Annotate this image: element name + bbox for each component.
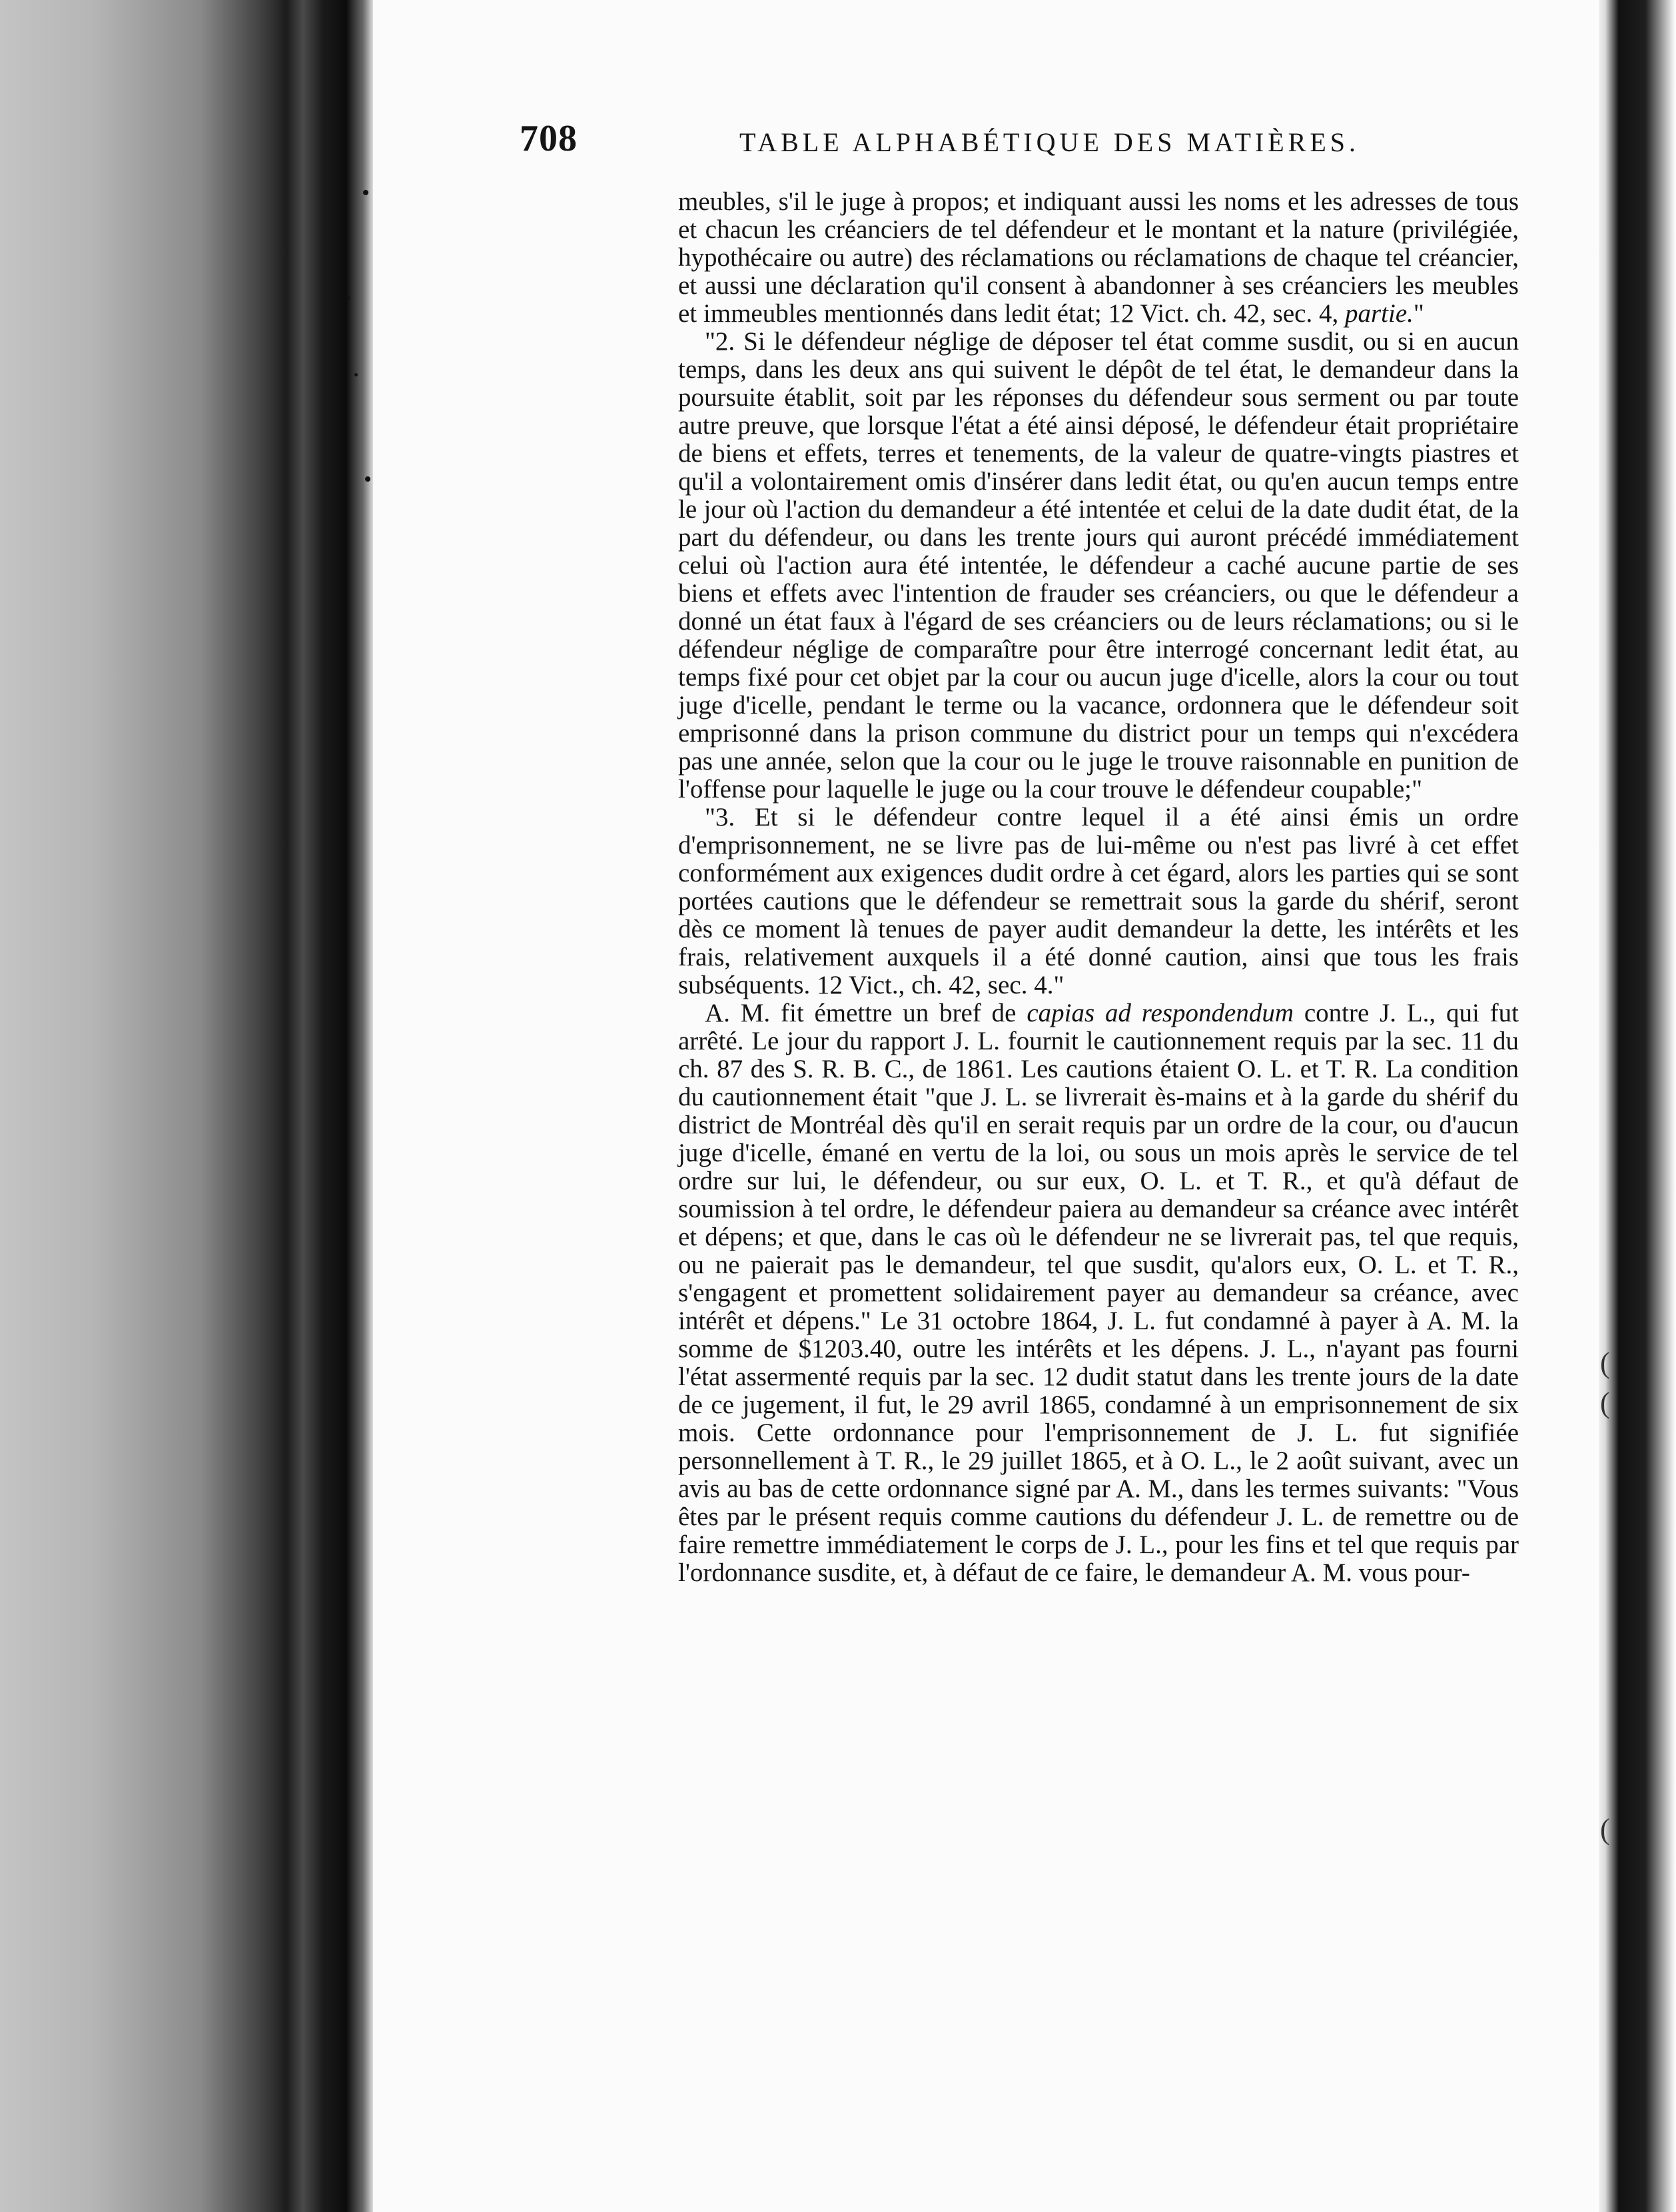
running-title: TABLE ALPHABÉTIQUE DES MATIÈRES. [739,127,1360,157]
paragraph-text: contre J. L., qui fut arrêté. Le jour du rapport J. L. fournit le cautionnement requis par la sec. 11 du ch. 87 des S. R. B. C., de 1861. Les cautions étaient O. L. et T. R. La condition du cautionnement était "que J. L. se livrerait ès-mains et à la garde du shérif du district de Montréal dès qu'il en serait requis par un ordre de la cour, ou d'aucun juge d'icelle, émané en vertu de la loi, ou sous un mois après le service de tel ordre sur lui, le défendeur, ou sur eux, O. L. et T. R., et qu'à défaut de soumission à tel ordre, le défendeur paiera au demandeur sa créance avec intérêt et dépens; et que, dans le cas où le défendeur ne se livrerait pas, tel que requis, ou ne paierait pas le demandeur, tel que susdit, qu'alors eux, O. L. et T. R., s'engagent et promettent solidairement payer au demandeur sa créance, avec intérêt et dépens." Le 31 octobre 1864, J. L. fut condamné à payer à A. M. la somme de $1203.40, outre les intérêts et les dépens. J. L., n'ayant pas fourni l'état assermenté requis par la sec. 12 dudit statut dans les trente jours de la date de ce jugement, il fut, le 29 avril 1865, condamné à un emprisonnement de six mois. Cette ordonnance pour l'emprisonnement de J. L. fut signifiée personnellement à T. R., le 29 juillet 1865, et à O. L., le 2 août suivant, avec un avis au bas de cette ordonnance signé par A. M., dans les termes suivants: "Vous êtes par le présent requis comme cautions du défendeur J. L. de remettre ou de faire remettre immédiatement le corps de J. L., pour les fins et tel que requis par l'ordonnance susdite, et, à défaut de ce faire, le demandeur A. M. vous pour- [678,999,1519,1587]
italic-term: capias ad respondendum [1027,999,1294,1027]
paragraph-text: meubles, s'il le juge à propos; et indiquant aussi les noms et les adresses de tous et chacun les créanciers de tel défendeur et le montant et la nature (privilégiée, hypothécaire ou autre) des réclamations ou réclamations de chaque tel créancier, et aussi une déclaration qu'il consent à abandonner à ses créanciers les meubles et immeubles mentionnés dans ledit état; 12 Vict. ch. 42, sec. 4, [678,187,1519,328]
ink-speck [365,476,370,482]
facing-page-edge [1599,0,1676,2212]
ink-speck [354,373,358,376]
body-text [678,188,1519,1587]
paragraph-continuation [678,188,1519,328]
paragraph-section-2: "2. Si le défendeur néglige de déposer tel état comme susdit, ou si en aucun temps, dans les deux ans qui suivent le dépôt de tel état, le demandeur dans la poursuite établit, soit par les réponses du défendeur sous serment ou par toute autre preuve, que lorsque l'état a été ainsi déposé, le défendeur était propriétaire de biens et effets, terres et tenements, de la valeur de quatre-vingts piastres et qu'il a volontairement omis d'insérer dans ledit état, ou qu'en aucun temps entre le jour où l'action du demandeur a été intentée et celui de la date dudit état, de la part du défendeur, ou dans les trente jours qui auront précédé immédiatement celui où l'action aura été intentée, le défendeur a caché aucune partie de ses biens et effets avec l'intention de frauder ses créanciers, ou que le défendeur a donné un état faux à l'égard de ses créanciers ou de leurs réclamations; ou si le défendeur néglige de comparaître pour être interrogé concernant ledit état, au temps fixé pour cet objet par la cour ou aucun juge d'icelle, alors la cour ou tout juge d'icelle, pendant le terme ou la vacance, ordonnera que le défendeur soit emprisonné dans la prison commune du district pour un temps qui n'excédera pas une année, selon que la cour ou le juge le trouve raisonnable en punition de l'offense pour laquelle le juge ou la cour trouve le défendeur coupable;" [678,327,1519,804]
paragraph-case-summary [678,999,1519,1587]
edge-mark: ( [1600,1813,1610,1846]
paragraph-section-3: "3. Et si le défendeur contre lequel il a été ainsi émis un ordre d'emprisonnement, ne se livre pas de lui-même ou n'est pas livré à cet effet conformément aux exigences dudit ordre à cet égard, alors les parties qui se sont portées cautions que le défendeur se remettrait sous la garde du shérif, seront dès ce moment là tenues de payer audit demandeur la dette, les intérêts et les frais, relativement auxquels il a été donné caution, ainsi que tous les frais subséquents. 12 Vict., ch. 42, sec. 4." [678,803,1519,999]
ink-speck [363,190,368,195]
italic-term: partie. [1344,299,1414,328]
page-number: 708 [520,118,578,159]
paragraph-lead: A. M. fit émettre un bref de [705,999,1027,1027]
edge-mark: ( [1600,1386,1610,1419]
edge-mark: ( [1600,1347,1610,1379]
closing-quote: " [1413,299,1424,328]
ink-speck [346,296,350,300]
page-header [520,117,1379,164]
book-binding-gutter [0,0,373,2212]
